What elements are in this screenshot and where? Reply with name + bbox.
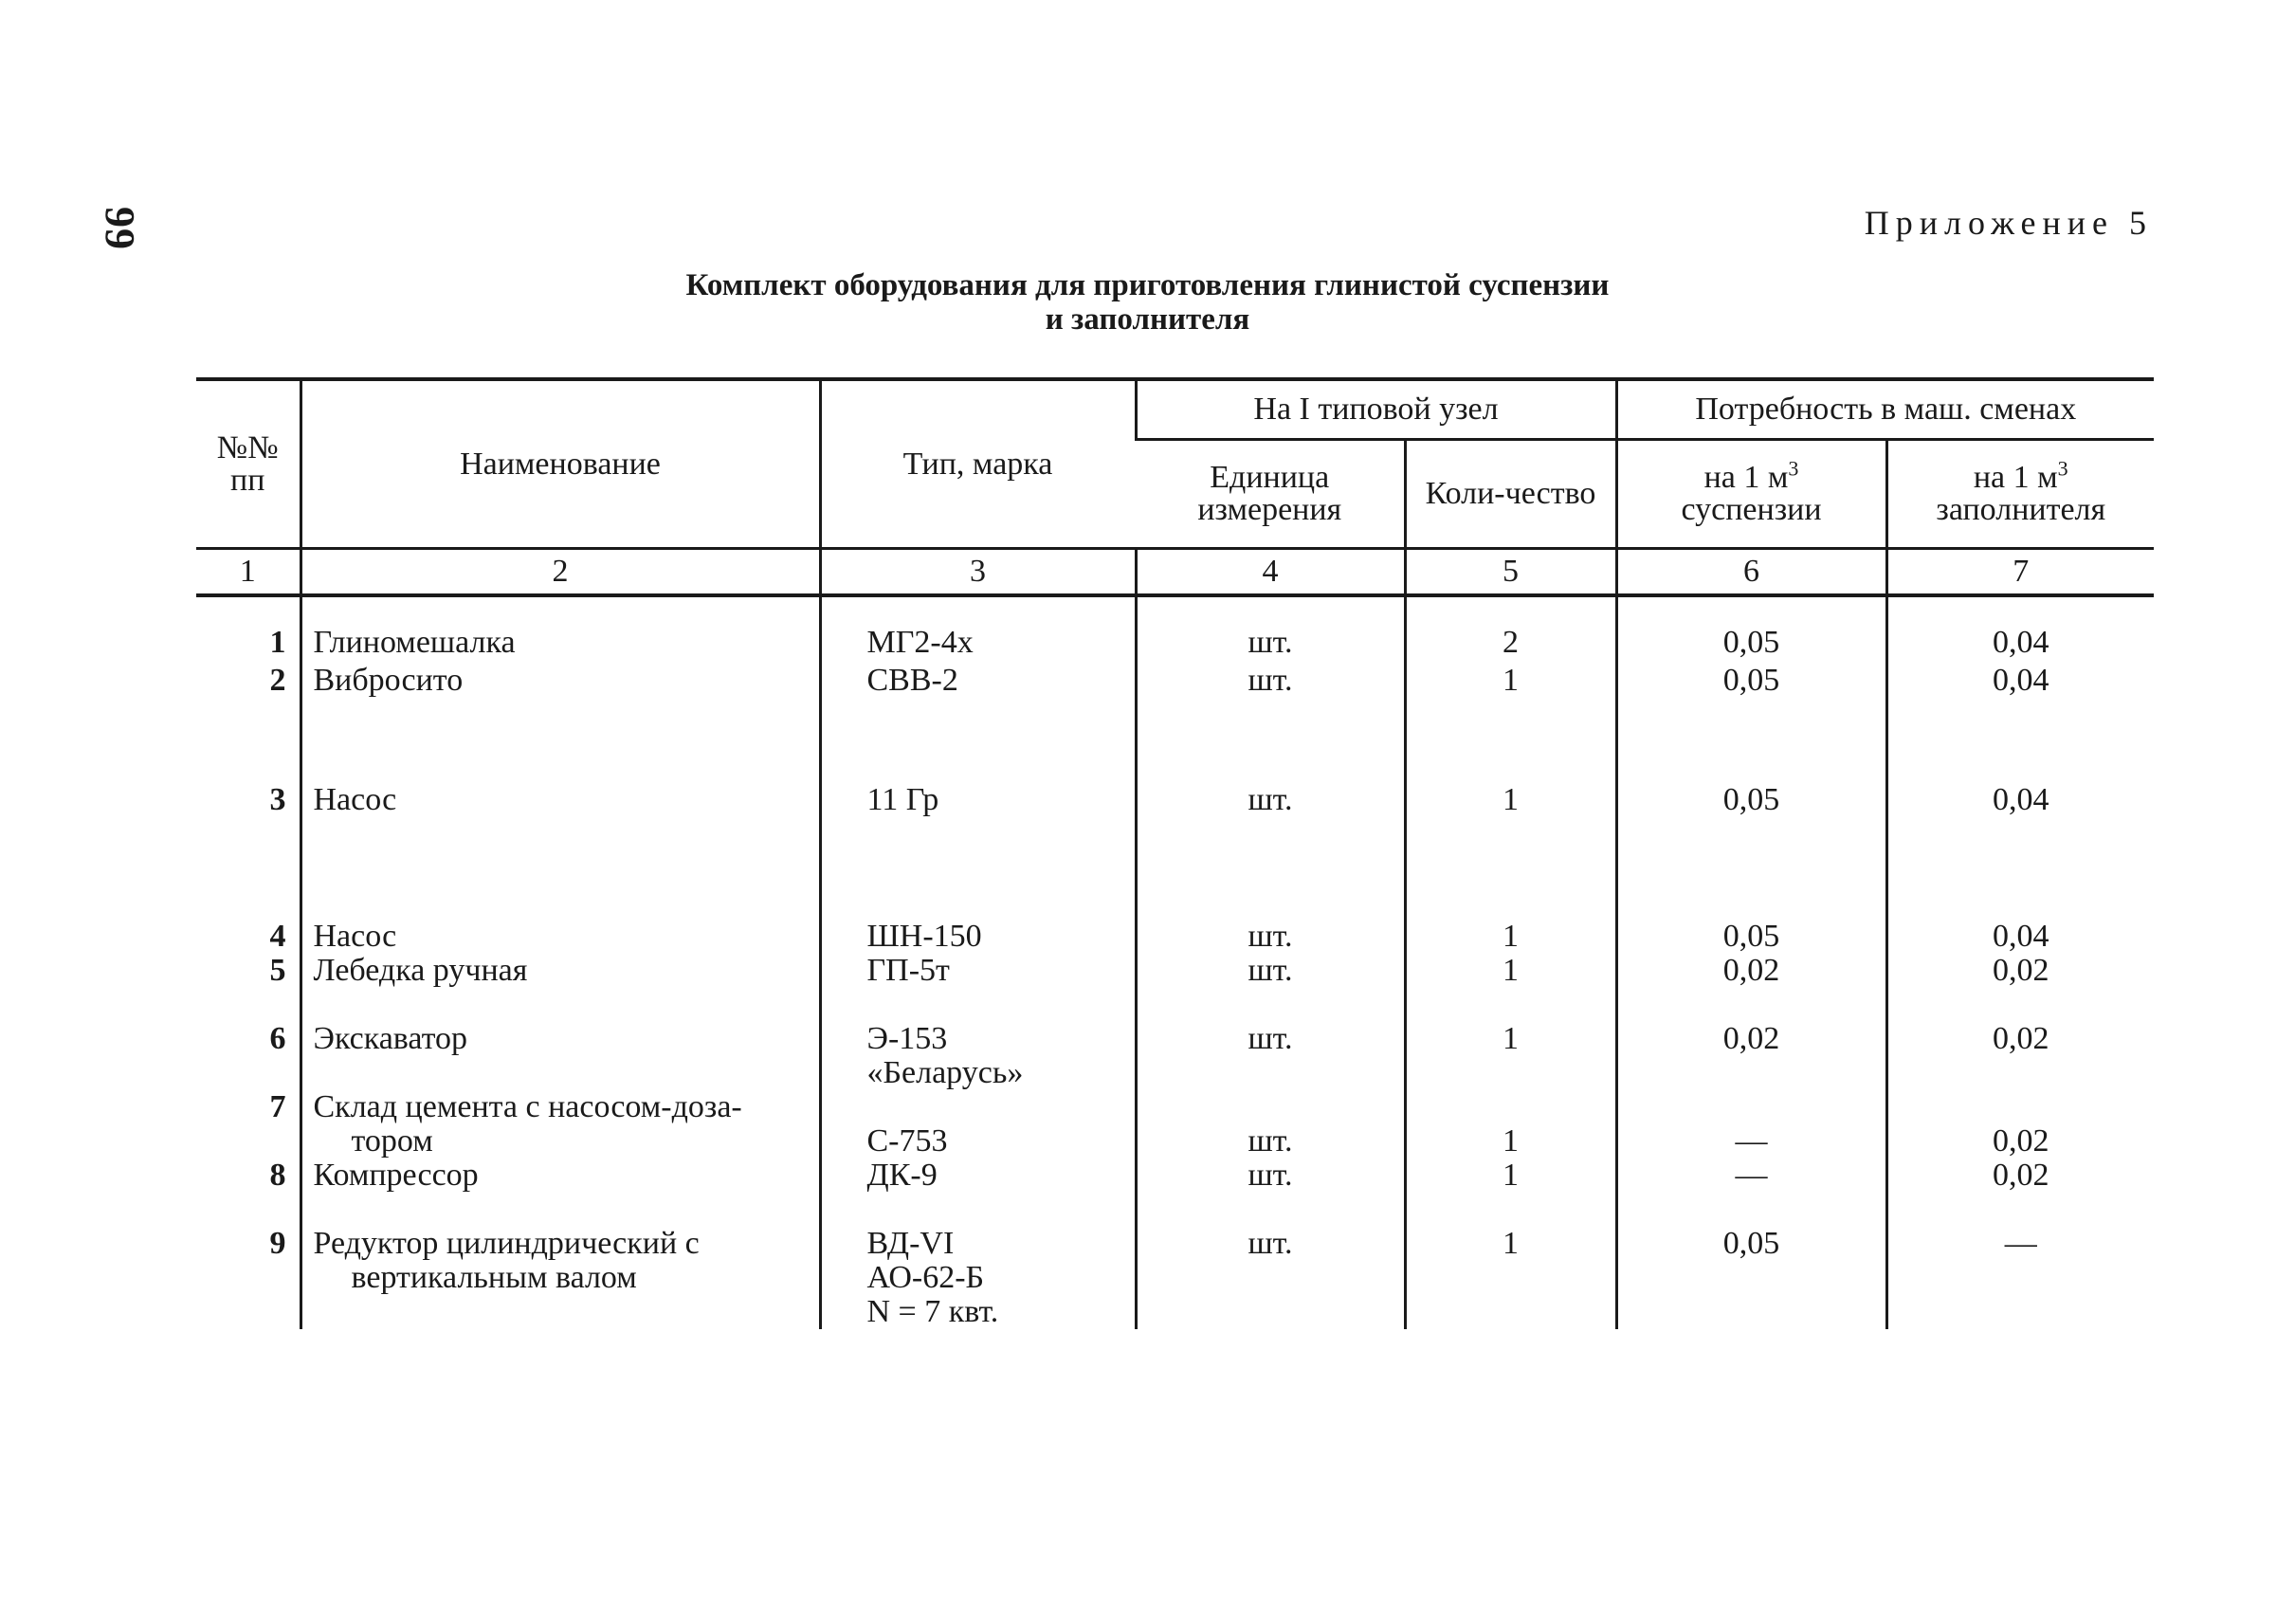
row-name: Насос: [301, 868, 820, 954]
row-per-suspension: 0,05: [1616, 1227, 1886, 1329]
row-name: [301, 1227, 820, 1329]
row-qty: 1: [1405, 1159, 1616, 1227]
col-number-6: 6: [1616, 549, 1886, 596]
per-susp-prefix: на 1 м: [1703, 460, 1789, 495]
row-qty: 1: [1405, 868, 1616, 954]
row-unit: шт.: [1136, 954, 1405, 1022]
header-per-filler: [1886, 440, 2154, 549]
row-per-suspension: 0,02: [1616, 954, 1886, 1022]
document-title: [0, 268, 2295, 337]
col-number-1: 1: [196, 549, 301, 596]
table-row: [196, 1090, 2154, 1159]
table-row: [196, 732, 2154, 868]
row-qty: 1: [1405, 1227, 1616, 1329]
row-num: 1: [269, 625, 286, 660]
header-per-suspension: [1616, 440, 1886, 549]
row-name-line-2: вертикальным валом: [351, 1260, 637, 1295]
row-num: 5: [269, 953, 286, 988]
row-num: 7: [269, 1089, 286, 1124]
row-qty: 1: [1405, 1090, 1616, 1159]
row-per-suspension: 0,05: [1616, 595, 1886, 664]
header-group-need: Потребность в маш. сменах: [1616, 379, 2154, 440]
row-per-filler: 0,02: [1886, 954, 2154, 1022]
row-unit: шт.: [1136, 664, 1405, 732]
row-type: ГП-5т: [820, 954, 1136, 1022]
row-unit: шт.: [1136, 1090, 1405, 1159]
table-row: [196, 868, 2154, 954]
row-per-suspension: —: [1616, 1159, 1886, 1227]
row-type: ШН-150: [820, 868, 1136, 954]
col-number-3: 3: [820, 549, 1136, 596]
table-row: [196, 954, 2154, 1022]
row-qty: 1: [1405, 732, 1616, 868]
table-body: [196, 595, 2154, 1329]
row-type: 11 Гр: [820, 732, 1136, 868]
row-per-suspension: 0,05: [1616, 732, 1886, 868]
per-fill-exp: 3: [2057, 456, 2068, 481]
row-type-line-1: Э-153: [866, 1021, 948, 1056]
col-number-2: 2: [301, 549, 820, 596]
row-num: 6: [269, 1021, 286, 1056]
row-name-line-1: Редуктор цилиндрический с: [313, 1226, 700, 1261]
row-per-suspension: —: [1616, 1090, 1886, 1159]
row-name: Глиномешалка: [301, 595, 820, 664]
row-type: [820, 1022, 1136, 1090]
table-row: [196, 664, 2154, 732]
row-qty: 1: [1405, 1022, 1616, 1090]
row-qty: 1: [1405, 954, 1616, 1022]
row-type: ДК-9: [820, 1159, 1136, 1227]
row-num: 3: [269, 782, 286, 817]
row-per-filler: —: [1886, 1227, 2154, 1329]
row-name: Лебедка ручная: [301, 954, 820, 1022]
per-susp-suffix: суспензии: [1681, 492, 1822, 527]
title-line-2: и заполнителя: [1045, 302, 1250, 337]
table-row: [196, 595, 2154, 664]
row-type: [820, 1227, 1136, 1329]
row-type: СВВ-2: [820, 664, 1136, 732]
row-num: 2: [269, 663, 286, 698]
header-name: Наименование: [301, 379, 820, 549]
table-row: [196, 1159, 2154, 1227]
row-type: МГ2-4х: [820, 595, 1136, 664]
row-unit: шт.: [1136, 732, 1405, 868]
row-name-line-2: тором: [351, 1123, 433, 1159]
row-num: 8: [269, 1158, 286, 1193]
row-per-filler: 0,02: [1886, 1159, 2154, 1227]
row-type-line-2: АО-62-Б: [866, 1260, 985, 1295]
row-name: Экскаватор: [301, 1022, 820, 1090]
header-qty: Коли-чество: [1405, 440, 1616, 549]
header-type: Тип, марка: [820, 379, 1136, 549]
row-unit: шт.: [1136, 595, 1405, 664]
row-name: Вибросито: [301, 664, 820, 732]
row-per-suspension: 0,05: [1616, 664, 1886, 732]
row-per-filler: 0,04: [1886, 595, 2154, 664]
page-number: 99: [97, 207, 143, 250]
row-unit: шт.: [1136, 1022, 1405, 1090]
col-number-7: 7: [1886, 549, 2154, 596]
row-per-filler: 0,02: [1886, 1022, 2154, 1090]
per-fill-suffix: заполнителя: [1936, 492, 2106, 527]
table-header: [196, 379, 2154, 595]
per-fill-prefix: на 1 м: [1973, 460, 2058, 495]
col-number-5: 5: [1405, 549, 1616, 596]
row-per-suspension: 0,02: [1616, 1022, 1886, 1090]
row-name: Насос: [301, 732, 820, 868]
row-name-line-1: Склад цемента с насосом-доза-: [313, 1089, 742, 1124]
table-row: [196, 1227, 2154, 1329]
row-qty: 1: [1405, 664, 1616, 732]
header-num: №№ пп: [196, 379, 301, 549]
header-unit: Единица измерения: [1197, 460, 1342, 527]
row-per-filler: 0,02: [1886, 1090, 2154, 1159]
title-line-1: Комплект оборудования для приготовления глинистой суспензии: [685, 268, 1610, 302]
row-type-line-2: «Беларусь»: [866, 1055, 1024, 1090]
per-susp-exp: 3: [1788, 456, 1799, 481]
row-unit: шт.: [1136, 1159, 1405, 1227]
col-number-4: 4: [1136, 549, 1405, 596]
row-num: 4: [269, 919, 286, 954]
row-per-filler: 0,04: [1886, 664, 2154, 732]
row-name: [301, 1090, 820, 1159]
row-per-filler: 0,04: [1886, 868, 2154, 954]
row-num: 9: [269, 1226, 286, 1261]
row-type: С-753: [820, 1090, 1136, 1159]
table-row: [196, 1022, 2154, 1090]
row-unit: шт.: [1136, 1227, 1405, 1329]
header-group-unit: На I типовой узел: [1136, 379, 1616, 440]
row-per-suspension: 0,05: [1616, 868, 1886, 954]
appendix-label: Приложение 5: [1864, 204, 2153, 242]
row-unit: шт.: [1136, 868, 1405, 954]
row-qty: 2: [1405, 595, 1616, 664]
row-type-line-1: ВД-VI: [866, 1226, 955, 1261]
row-per-filler: 0,04: [1886, 732, 2154, 868]
equipment-table: [196, 377, 2154, 1329]
row-name: Компрессор: [301, 1159, 820, 1227]
row-type-line-3: N = 7 квт.: [866, 1294, 999, 1329]
